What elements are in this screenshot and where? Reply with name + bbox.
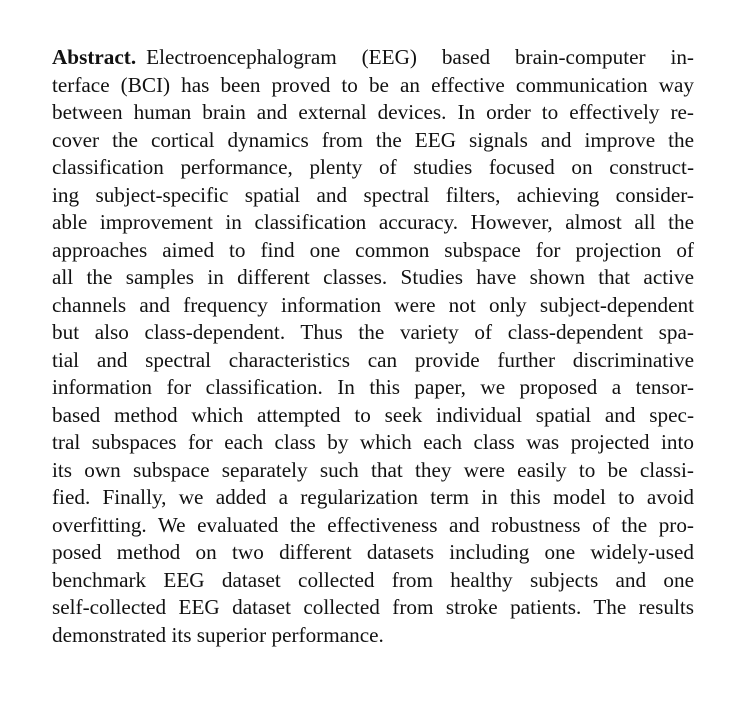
abstract-text-line: cover the cortical dynamics from the EEG signals and improve the (52, 127, 694, 152)
abstract-text-line: demonstrated its superior performance. (52, 622, 384, 647)
abstract-text-line: channels and frequency information were not only subject-dependent (52, 292, 694, 317)
abstract-line-1 (52, 44, 694, 72)
abstract-text-line: able improvement in classification accuracy. However, almost all the (52, 210, 694, 234)
abstract-text-line: posed method on two different datasets including one widely-used (52, 540, 694, 564)
abstract-text-line: terface (BCI) has been proved to be an effective communication way (52, 72, 694, 97)
abstract-text-line: overfitting. We evaluated the effectiveness and robustness of the pro- (52, 512, 694, 537)
abstract-text-line: fied. Finally, we added a regularization term in this model to avoid (52, 485, 694, 509)
abstract-text-line: tral subspaces for each class by which each class was projected into (52, 430, 694, 454)
abstract-text-line: information for classification. In this paper, we proposed a tensor- (52, 375, 694, 399)
abstract-text-line: approaches aimed to find one common subspace for projection of (52, 237, 694, 262)
abstract-text-line: benchmark EEG dataset collected from healthy subjects and one (52, 567, 694, 592)
abstract-text-line: between human brain and external devices. In order to effectively re- (52, 100, 694, 124)
abstract-block (52, 44, 694, 649)
abstract-text-line: self-collected EEG dataset collected from stroke patients. The results (52, 595, 694, 619)
abstract-text-line: its own subspace separately such that they were easily to be classi- (52, 457, 694, 482)
abstract-label: Abstract. (52, 45, 137, 69)
abstract-text-line: tial and spectral characteristics can provide further discriminative (52, 347, 694, 372)
abstract-text-line: ing subject-specific spatial and spectral filters, achieving consider- (52, 182, 694, 207)
abstract-text-line: classification performance, plenty of studies focused on construct- (52, 155, 694, 179)
abstract-text-line: all the samples in different classes. Studies have shown that active (52, 265, 694, 289)
abstract-text-line: Electroencephalogram (EEG) based brain-computer in- (146, 45, 694, 69)
abstract-text-line: based method which attempted to seek individual spatial and spec- (52, 402, 694, 427)
abstract-text-line: but also class-dependent. Thus the variety of class-dependent spa- (52, 320, 694, 344)
